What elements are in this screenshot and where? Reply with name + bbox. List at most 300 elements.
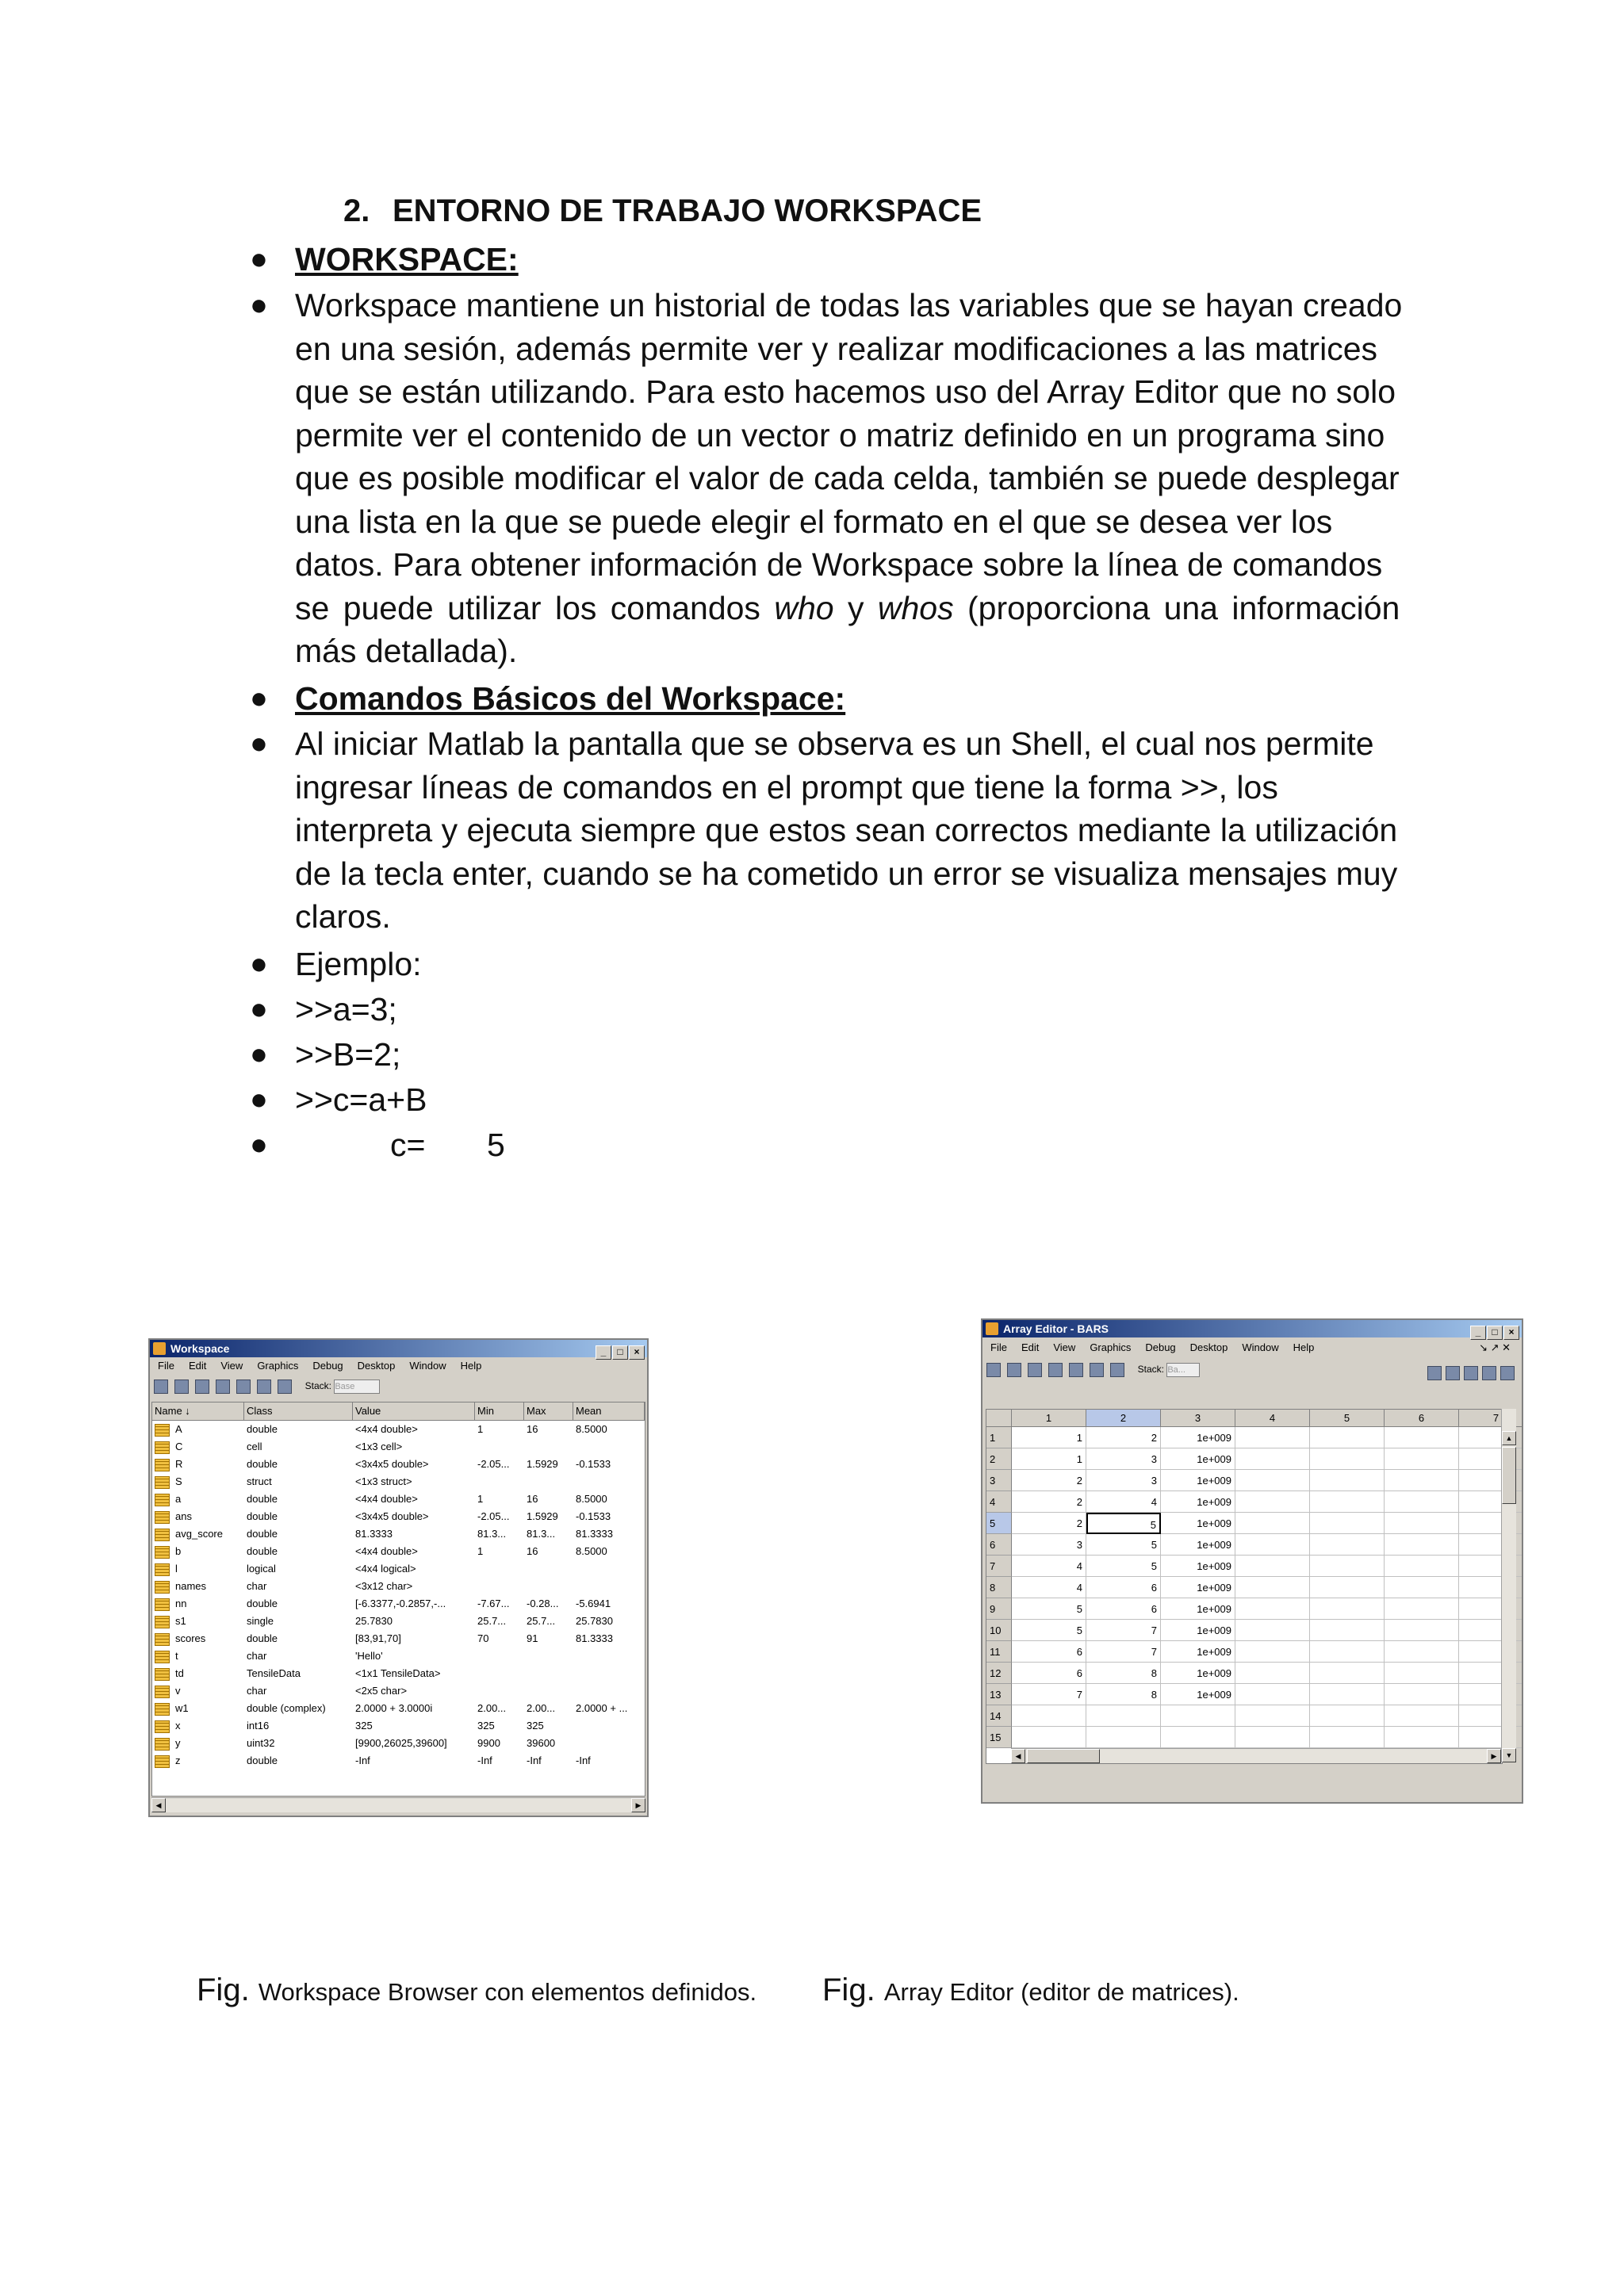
grid-cell[interactable]: 8 <box>1086 1663 1161 1684</box>
table-row[interactable] <box>152 1682 645 1700</box>
column-header[interactable]: 1 <box>1012 1410 1086 1427</box>
table-row[interactable] <box>152 1578 645 1595</box>
var-min: 9900 <box>477 1737 500 1749</box>
window-title: Workspace <box>170 1342 230 1355</box>
grid-cell[interactable]: 2 <box>1086 1427 1161 1448</box>
row-header[interactable]: 9 <box>986 1598 1012 1620</box>
grid-cell[interactable]: 2 <box>1012 1470 1086 1491</box>
column-header[interactable]: 3 <box>1161 1410 1235 1427</box>
grid-cell[interactable] <box>1385 1491 1459 1513</box>
table-row[interactable] <box>152 1508 645 1525</box>
grid-cell[interactable] <box>1086 1705 1161 1727</box>
grid-cell[interactable]: 3 <box>1086 1448 1161 1470</box>
menu-file[interactable]: File <box>158 1360 174 1372</box>
split-horizontal-icon[interactable] <box>1464 1366 1478 1380</box>
stack-select[interactable]: Ba... <box>1166 1363 1200 1377</box>
menubar <box>150 1357 647 1375</box>
grid-cell[interactable]: 1e+009 <box>1161 1620 1235 1641</box>
grid-cell[interactable]: 1e+009 <box>1161 1577 1235 1598</box>
row-header[interactable]: 10 <box>986 1620 1012 1641</box>
grid-cell[interactable] <box>1161 1705 1235 1727</box>
grid-cell[interactable] <box>1086 1727 1161 1748</box>
var-name-label: ans <box>175 1510 192 1522</box>
grid-cell[interactable] <box>1385 1684 1459 1705</box>
menu-help[interactable]: Help <box>1293 1341 1315 1353</box>
grid-cell[interactable]: 4 <box>1012 1577 1086 1598</box>
var-max: 16 <box>527 1423 538 1435</box>
delete-icon[interactable] <box>257 1380 271 1394</box>
grid-cell[interactable] <box>1161 1727 1235 1748</box>
var-name-label: y <box>175 1737 181 1749</box>
plot-icon[interactable] <box>1090 1363 1104 1377</box>
table-row[interactable] <box>152 1490 645 1508</box>
toolbar <box>150 1375 647 1397</box>
workspace-paragraph <box>295 284 1427 673</box>
row-header[interactable]: 8 <box>986 1577 1012 1598</box>
grid-cell[interactable] <box>1310 1427 1385 1448</box>
variable-icon <box>155 1598 170 1611</box>
grid-cell[interactable] <box>1235 1641 1310 1663</box>
scroll-thumb[interactable] <box>1027 1749 1100 1763</box>
grid-cell[interactable] <box>1310 1448 1385 1470</box>
variable-icon <box>155 1633 170 1646</box>
variable-icon <box>155 1703 170 1716</box>
scroll-left-icon[interactable]: ◀ <box>151 1798 166 1812</box>
col-class[interactable]: Class <box>244 1402 353 1420</box>
table-row[interactable] <box>152 1647 645 1665</box>
var-min: -2.05... <box>477 1458 510 1470</box>
grid-cell[interactable] <box>1235 1427 1310 1448</box>
grid-cell[interactable] <box>1385 1727 1459 1748</box>
var-value: [-6.3377,-0.2857,-... <box>355 1598 446 1609</box>
grid-cell[interactable] <box>1310 1577 1385 1598</box>
grid-cell[interactable] <box>1385 1556 1459 1577</box>
table-row[interactable] <box>152 1665 645 1682</box>
var-value: <4x4 double> <box>355 1423 418 1435</box>
column-header[interactable]: 2 <box>1086 1410 1161 1427</box>
maximize-pane-icon[interactable] <box>1500 1366 1515 1380</box>
row-header[interactable]: 3 <box>986 1470 1012 1491</box>
paragraph-line: Workspace mantiene un historial de todas las variables que se hayan creado <box>295 287 1403 323</box>
var-name-label: x <box>175 1720 181 1732</box>
grid-cell[interactable]: 1e+009 <box>1161 1470 1235 1491</box>
menu-view[interactable]: View <box>1053 1341 1076 1353</box>
paragraph-line: Al iniciar Matlab la pantalla que se observa es un Shell, el cual nos permite <box>295 725 1374 762</box>
var-class: TensileData <box>247 1667 301 1679</box>
grid-cell[interactable] <box>1310 1534 1385 1556</box>
grid-cell[interactable] <box>1385 1620 1459 1641</box>
section-heading <box>343 193 982 229</box>
var-mean: 8.5000 <box>576 1423 607 1435</box>
grid-cell[interactable]: 8 <box>1086 1684 1161 1705</box>
grid-cell[interactable] <box>1235 1684 1310 1705</box>
row-header[interactable]: 4 <box>986 1491 1012 1513</box>
var-value: <4x4 double> <box>355 1493 418 1505</box>
grid-cell[interactable] <box>1012 1727 1086 1748</box>
window-title: Array Editor - BARS <box>1003 1322 1109 1335</box>
grid-cell[interactable]: 5 <box>1086 1513 1161 1534</box>
array-grid <box>986 1409 1503 1764</box>
paragraph-line <box>295 587 1427 630</box>
var-max: 1.5929 <box>527 1458 558 1470</box>
save-icon[interactable] <box>216 1380 230 1394</box>
var-name-label: C <box>175 1441 183 1452</box>
line8-start: se puede utilizar los comandos <box>295 589 760 626</box>
var-class: double <box>247 1458 278 1470</box>
new-variable-icon[interactable] <box>154 1380 168 1394</box>
code-line: >>c=a+B <box>295 1081 427 1118</box>
grid-cell[interactable]: 1e+009 <box>1161 1491 1235 1513</box>
grid-cell[interactable] <box>1235 1556 1310 1577</box>
paste-icon[interactable] <box>1048 1363 1063 1377</box>
var-value: <3x4x5 double> <box>355 1510 429 1522</box>
var-name-label: t <box>175 1650 178 1662</box>
table-row[interactable] <box>152 1752 645 1770</box>
var-class: logical <box>247 1563 276 1575</box>
grid-cell[interactable] <box>1385 1513 1459 1534</box>
minimize-icon[interactable]: _ <box>596 1345 611 1360</box>
var-value: 325 <box>355 1720 373 1732</box>
column-header[interactable]: 5 <box>1310 1410 1385 1427</box>
open-icon[interactable] <box>174 1380 189 1394</box>
var-class: double <box>247 1545 278 1557</box>
grid-cell[interactable] <box>1385 1663 1459 1684</box>
scroll-up-icon[interactable]: ▲ <box>1502 1431 1516 1445</box>
commands-paragraph <box>295 722 1427 939</box>
var-name-label: a <box>175 1493 182 1505</box>
menu-window[interactable]: Window <box>1242 1341 1279 1353</box>
grid-cell[interactable] <box>1235 1534 1310 1556</box>
grid-cell[interactable] <box>1385 1598 1459 1620</box>
menu-desktop[interactable]: Desktop <box>1189 1341 1228 1353</box>
result-value: 5 <box>487 1127 505 1163</box>
var-max: -Inf <box>527 1755 542 1766</box>
grid-cell[interactable]: 1e+009 <box>1161 1641 1235 1663</box>
undock-icon[interactable]: ↘ ↗ ✕ <box>1479 1341 1511 1353</box>
menu-graphics[interactable]: Graphics <box>1090 1341 1132 1353</box>
var-mean: -Inf <box>576 1755 591 1766</box>
row-header[interactable]: 14 <box>986 1705 1012 1727</box>
grid-cell[interactable] <box>1235 1470 1310 1491</box>
var-name <box>152 1473 247 1490</box>
variable-icon <box>155 1738 170 1751</box>
scroll-left-icon[interactable]: ◀ <box>1011 1749 1025 1763</box>
grid-cell[interactable] <box>1310 1641 1385 1663</box>
grid-cell[interactable]: 6 <box>1086 1598 1161 1620</box>
row-header[interactable]: 2 <box>986 1448 1012 1470</box>
menu-graphics[interactable]: Graphics <box>257 1360 299 1372</box>
var-name <box>152 1508 247 1525</box>
grid-cell[interactable] <box>1385 1577 1459 1598</box>
print-icon[interactable] <box>1069 1363 1083 1377</box>
bullet-icon: ● <box>250 1038 268 1071</box>
bullet-icon: ● <box>250 947 268 981</box>
grid-cell[interactable] <box>1310 1470 1385 1491</box>
caption-text: Array Editor (editor de matrices). <box>883 1978 1239 2006</box>
row-header[interactable]: 15 <box>986 1727 1012 1748</box>
var-name-label: s1 <box>175 1615 186 1627</box>
column-header[interactable]: 4 <box>1235 1410 1310 1427</box>
grid-cell[interactable] <box>1385 1641 1459 1663</box>
var-mean: -5.6941 <box>576 1598 611 1609</box>
maximize-icon[interactable]: □ <box>1487 1326 1503 1340</box>
col-value[interactable]: Value <box>353 1402 475 1420</box>
array-editor-titlebar <box>982 1320 1522 1337</box>
close-icon[interactable]: × <box>1503 1326 1519 1340</box>
result-label: c= <box>390 1127 426 1163</box>
var-name <box>152 1578 247 1595</box>
horizontal-scrollbar[interactable] <box>1011 1748 1501 1763</box>
grid-cell[interactable] <box>1235 1577 1310 1598</box>
row-header[interactable]: 13 <box>986 1684 1012 1705</box>
paragraph-line: más detallada). <box>295 633 518 669</box>
table-row[interactable] <box>152 1543 645 1560</box>
table-row[interactable] <box>152 1560 645 1578</box>
bullet-icon: ● <box>250 243 268 276</box>
paragraph-line: de la tecla enter, cuando se ha cometido un error se visualiza mensajes muy <box>295 855 1398 892</box>
menu-file[interactable]: File <box>990 1341 1007 1353</box>
vertical-scrollbar[interactable] <box>1501 1409 1516 1762</box>
var-name <box>152 1543 247 1560</box>
var-value: <3x4x5 double> <box>355 1458 429 1470</box>
var-class: double <box>247 1598 278 1609</box>
var-min: 81.3... <box>477 1528 507 1540</box>
commands-title: Comandos Básicos del Workspace: <box>295 680 846 717</box>
grid-cell[interactable]: 4 <box>1012 1556 1086 1577</box>
toolbar <box>982 1358 1522 1380</box>
col-name[interactable]: Name ↓ <box>152 1402 244 1420</box>
cut-icon[interactable] <box>1007 1363 1021 1377</box>
import-icon[interactable] <box>986 1363 1001 1377</box>
var-name-label: names <box>175 1580 207 1592</box>
grid-cell[interactable] <box>1385 1534 1459 1556</box>
layout-icons[interactable] <box>1426 1361 1517 1383</box>
table-row[interactable] <box>152 1456 645 1473</box>
var-name <box>152 1735 247 1752</box>
row-header[interactable]: 11 <box>986 1641 1012 1663</box>
plot-icon[interactable] <box>278 1380 292 1394</box>
import-icon[interactable] <box>195 1380 209 1394</box>
grid-cell[interactable] <box>1235 1663 1310 1684</box>
close-icon[interactable]: × <box>629 1345 645 1360</box>
menu-debug[interactable]: Debug <box>1145 1341 1176 1353</box>
stack-select[interactable]: Base <box>334 1380 380 1394</box>
workspace-window <box>148 1338 649 1817</box>
menu-desktop[interactable]: Desktop <box>357 1360 396 1372</box>
table-row[interactable] <box>152 1717 645 1735</box>
bullet-icon: ● <box>250 289 268 322</box>
table-row[interactable] <box>152 1630 645 1647</box>
grid-cell[interactable] <box>1310 1684 1385 1705</box>
stack-up-icon[interactable] <box>1110 1363 1124 1377</box>
scroll-right-icon[interactable]: ▶ <box>1487 1749 1501 1763</box>
variable-icon <box>155 1755 170 1768</box>
var-value: <1x3 cell> <box>355 1441 403 1452</box>
grid-cell[interactable]: 1e+009 <box>1161 1598 1235 1620</box>
var-max: 325 <box>527 1720 544 1732</box>
minimize-icon[interactable]: _ <box>1470 1326 1486 1340</box>
grid-cell[interactable]: 1e+009 <box>1161 1448 1235 1470</box>
paragraph-line: interpreta y ejecuta siempre que estos sean correctos mediante la utilización <box>295 812 1398 848</box>
grid-cell[interactable]: 1e+009 <box>1161 1684 1235 1705</box>
grid-cell[interactable]: 6 <box>1012 1663 1086 1684</box>
grid-cell[interactable] <box>1385 1705 1459 1727</box>
grid-cell[interactable]: 5 <box>1012 1598 1086 1620</box>
caption-fig-label: Fig. <box>822 1973 875 2007</box>
grid-cell[interactable]: 5 <box>1012 1620 1086 1641</box>
grid-cell[interactable] <box>1235 1491 1310 1513</box>
grid-cell[interactable]: 4 <box>1086 1491 1161 1513</box>
row-header[interactable]: 12 <box>986 1663 1012 1684</box>
grid-cell[interactable] <box>1385 1427 1459 1448</box>
variable-icon <box>155 1459 170 1471</box>
var-min: -Inf <box>477 1755 492 1766</box>
paragraph-line: permite ver el contenido de un vector o matriz definido en un programa sino <box>295 416 1385 453</box>
grid-cell[interactable] <box>1310 1620 1385 1641</box>
var-mean: 2.0000 + ... <box>576 1702 628 1714</box>
var-value: <4x4 double> <box>355 1545 418 1557</box>
row-header[interactable]: 7 <box>986 1556 1012 1577</box>
stack-control <box>305 1380 381 1394</box>
grid-cell[interactable] <box>1385 1470 1459 1491</box>
table-row[interactable] <box>152 1595 645 1613</box>
table-row[interactable] <box>152 1438 645 1456</box>
grid-cell[interactable] <box>1310 1513 1385 1534</box>
grid-cell[interactable] <box>1235 1598 1310 1620</box>
var-value: <1x3 struct> <box>355 1475 412 1487</box>
grid-cell[interactable] <box>1012 1705 1086 1727</box>
var-max: 39600 <box>527 1737 556 1749</box>
menu-debug[interactable]: Debug <box>312 1360 343 1372</box>
variable-icon <box>155 1668 170 1681</box>
grid-cell[interactable] <box>1310 1727 1385 1748</box>
var-max: 16 <box>527 1493 538 1505</box>
table-row[interactable] <box>152 1525 645 1543</box>
horizontal-scrollbar[interactable] <box>151 1797 645 1812</box>
grid-cell[interactable]: 1 <box>1012 1448 1086 1470</box>
var-class: struct <box>247 1475 272 1487</box>
grid-corner <box>986 1410 1012 1427</box>
menu-edit[interactable]: Edit <box>1021 1341 1040 1353</box>
col-min[interactable]: Min <box>475 1402 524 1420</box>
grid-cell[interactable]: 3 <box>1086 1470 1161 1491</box>
code-line: >>B=2; <box>295 1036 401 1073</box>
var-class: double <box>247 1755 278 1766</box>
paragraph-line: ingresar líneas de comandos en el prompt que tiene la forma >>, los <box>295 768 1278 806</box>
var-name <box>152 1700 247 1717</box>
var-max: 2.00... <box>527 1702 556 1714</box>
var-value: [9900,26025,39600] <box>355 1737 447 1749</box>
var-name <box>152 1682 247 1700</box>
column-header[interactable]: 6 <box>1385 1410 1459 1427</box>
grid-cell[interactable]: 5 <box>1086 1534 1161 1556</box>
grid-cell[interactable]: 7 <box>1086 1620 1161 1641</box>
grid-cell[interactable]: 1e+009 <box>1161 1556 1235 1577</box>
grid-cell[interactable]: 2 <box>1012 1491 1086 1513</box>
table-row[interactable] <box>152 1735 645 1752</box>
row-header[interactable]: 1 <box>986 1427 1012 1448</box>
var-min: 1 <box>477 1423 484 1435</box>
grid-cell[interactable]: 1e+009 <box>1161 1663 1235 1684</box>
var-name-label: S <box>175 1475 182 1487</box>
table-row[interactable] <box>152 1473 645 1490</box>
grid-cell[interactable] <box>1385 1448 1459 1470</box>
menu-edit[interactable]: Edit <box>188 1360 207 1372</box>
column-header[interactable]: 7 <box>1459 1410 1523 1427</box>
var-min: 2.00... <box>477 1702 507 1714</box>
grid-cell[interactable] <box>1310 1705 1385 1727</box>
grid-cell[interactable] <box>1235 1448 1310 1470</box>
grid-cell[interactable]: 7 <box>1086 1641 1161 1663</box>
scroll-thumb[interactable] <box>1502 1447 1516 1504</box>
col-mean[interactable]: Mean <box>573 1402 645 1420</box>
grid-cell[interactable] <box>1310 1556 1385 1577</box>
print-icon[interactable] <box>236 1380 251 1394</box>
grid-cell[interactable]: 3 <box>1012 1534 1086 1556</box>
grid-cell[interactable] <box>1235 1513 1310 1534</box>
tile-icon[interactable] <box>1427 1366 1442 1380</box>
menu-help[interactable]: Help <box>460 1360 482 1372</box>
var-name-label: b <box>175 1545 182 1557</box>
grid-cell[interactable]: 1 <box>1012 1427 1086 1448</box>
var-value: 'Hello' <box>355 1650 383 1662</box>
col-max[interactable]: Max <box>524 1402 573 1420</box>
float-icon[interactable] <box>1482 1366 1496 1380</box>
var-min: 70 <box>477 1632 489 1644</box>
row-header[interactable]: 6 <box>986 1534 1012 1556</box>
table-row[interactable] <box>152 1613 645 1630</box>
grid-cell[interactable] <box>1310 1491 1385 1513</box>
grid-cell[interactable]: 7 <box>1012 1684 1086 1705</box>
workspace-title: WORKSPACE: <box>295 241 519 277</box>
row-header[interactable]: 5 <box>986 1513 1012 1534</box>
scroll-right-icon[interactable]: ▶ <box>631 1798 645 1812</box>
menu-window[interactable]: Window <box>409 1360 446 1372</box>
grid-cell[interactable]: 1e+009 <box>1161 1534 1235 1556</box>
grid-cell[interactable] <box>1235 1705 1310 1727</box>
caption-fig-label: Fig. <box>197 1973 250 2007</box>
grid-cell[interactable]: 6 <box>1086 1577 1161 1598</box>
grid-cell[interactable]: 2 <box>1012 1513 1086 1534</box>
var-name <box>152 1630 247 1647</box>
var-name-label: A <box>175 1423 182 1435</box>
grid-cell[interactable] <box>1310 1663 1385 1684</box>
variable-icon <box>155 1476 170 1489</box>
table-row[interactable] <box>152 1421 645 1438</box>
scroll-down-icon[interactable]: ▼ <box>1502 1748 1516 1762</box>
var-class: double <box>247 1493 278 1505</box>
paragraph-line: que se están utilizando. Para esto hacemos uso del Array Editor que no solo <box>295 373 1396 410</box>
table-row[interactable] <box>152 1700 645 1717</box>
copy-icon[interactable] <box>1028 1363 1042 1377</box>
menu-view[interactable]: View <box>220 1360 243 1372</box>
var-value: <1x1 TensileData> <box>355 1667 441 1679</box>
grid-cell[interactable]: 6 <box>1012 1641 1086 1663</box>
grid-cell[interactable] <box>1310 1598 1385 1620</box>
split-vertical-icon[interactable] <box>1446 1366 1460 1380</box>
var-class: double <box>247 1510 278 1522</box>
paragraph-line: claros. <box>295 898 391 935</box>
grid-cell[interactable] <box>1235 1727 1310 1748</box>
grid-cell[interactable]: 5 <box>1086 1556 1161 1577</box>
grid-cell[interactable] <box>1235 1620 1310 1641</box>
var-value: 2.0000 + 3.0000i <box>355 1702 433 1714</box>
var-name-label: l <box>175 1563 178 1575</box>
maximize-icon[interactable]: □ <box>612 1345 628 1360</box>
var-value: <2x5 char> <box>355 1685 408 1697</box>
grid-cell[interactable]: 1e+009 <box>1161 1427 1235 1448</box>
grid-cell[interactable]: 1e+009 <box>1161 1513 1235 1534</box>
